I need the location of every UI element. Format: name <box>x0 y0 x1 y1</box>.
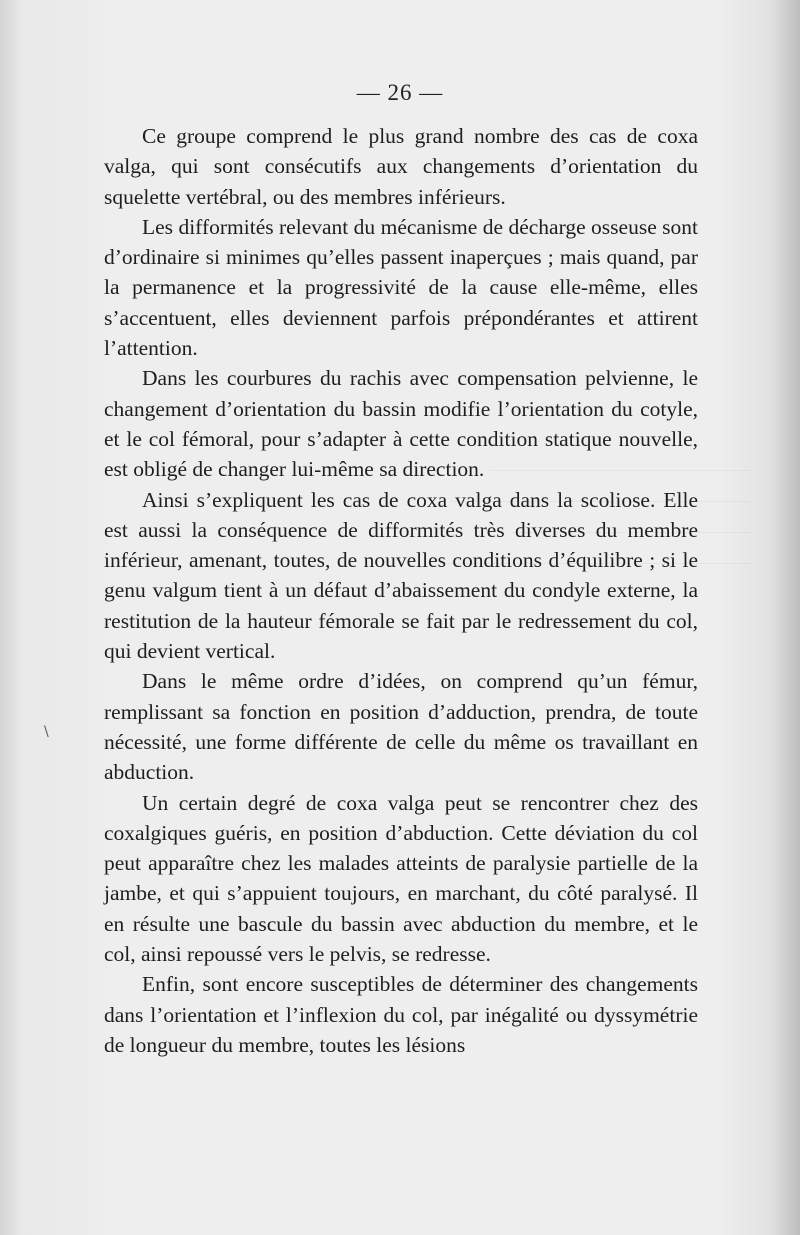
paragraph: Enfin, sont encore susceptibles de déterminer des changements dans l’orientation et l’inflexion du col, par inégalité ou dyssymétrie de longueur du membre, toutes les lésions <box>104 972 698 1057</box>
margin-tick-mark: \ <box>44 724 49 740</box>
paragraph: Dans le même ordre d’idées, on comprend qu’un fémur, remplissant sa fonction en position d’adduction, prendra, de toute nécessité, une forme différente de celle du même os travaillant en abduction. <box>104 669 698 785</box>
paragraph: Ce groupe comprend le plus grand nombre des cas de coxa valga, qui sont consécutifs aux changements d’orientation du squelette vertébral, ou des membres inférieurs. <box>104 124 698 209</box>
paragraph: Ainsi s’expliquent les cas de coxa valga dans la scoliose. Elle est aussi la conséquence de difformités très diverses du membre inférieur, amenant, toutes, de nouvelles conditions d’équilibre ; si le genu valgum tient à un défaut d’abaissement du condyle externe, la restitution de la hauteur fémorale se fait par le redressement du col, qui devient vertical. <box>104 487 698 664</box>
paragraph: Les difformités relevant du mécanisme de décharge osseuse sont d’ordinaire si minimes qu’elles passent inaperçues ; mais quand, par la permanence et la progressivité de la cause elle-même, elles s’accentuent, elles deviennent parfois prépondérantes et attirent l’attention. <box>104 214 698 361</box>
body-text <box>104 121 698 1060</box>
paragraph: Un certain degré de coxa valga peut se rencontrer chez des coxalgiques guéris, en position d’abduction. Cette déviation du col peut apparaître chez les malades atteints de paralysie partielle de la jambe, et qui s’appuient toujours, en marchant, du côté paralysé. Il en résulte une bascule du bassin avec abduction du membre, et le col, ainsi repoussé vers le pelvis, se redresse. <box>104 790 698 967</box>
paragraph: Dans les courbures du rachis avec compensation pelvienne, le changement d’orientation du bassin modifie l’orientation du cotyle, et le col fémoral, pour s’adapter à cette condition statique nouvelle, est obligé de changer lui-même sa direction. <box>104 366 698 482</box>
page-number: — 26 — <box>356 80 444 105</box>
